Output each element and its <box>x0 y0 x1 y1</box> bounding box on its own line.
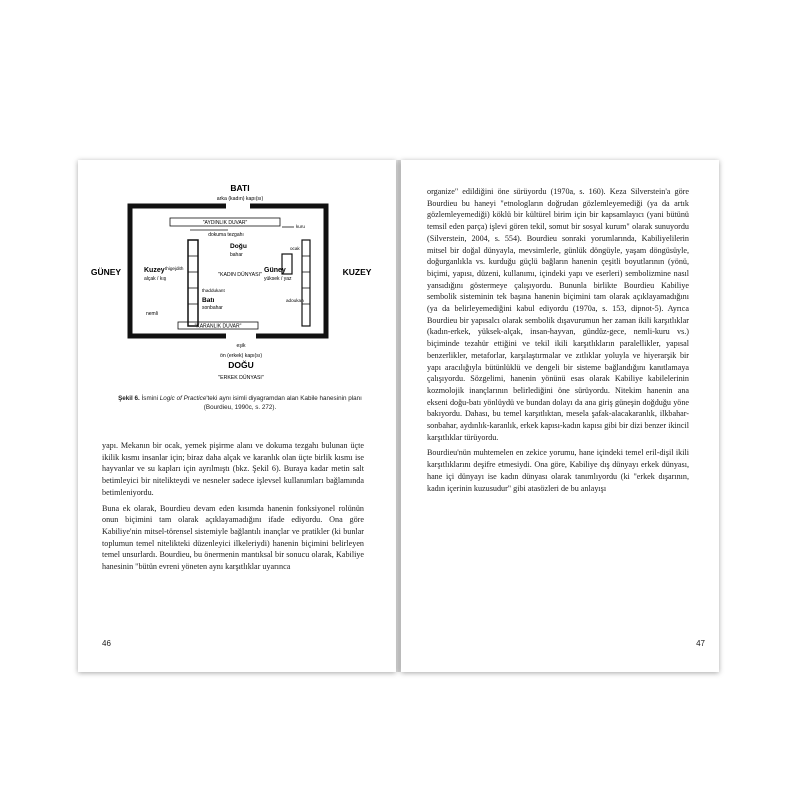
right-paragraph-1: organize" edildiğini öne sürüyordu (1970a, s. 160). Keza Silverstein'a göre Bourdieu bu haneyi "etnologların doğrudan gözlemleyemediği (ya da artık gözlemleyemediği) köklü bir kültürel birim için bir kapsamlayıcı (yani bütünü temsil eden parça) işlevi gören tekil, somut bir sosyal kurum" olarak sunuyordu (Silverstein, 2004, s. 554). Bourdieu sonraki yorumlarında, Kabiliyelilerin mitsel bir doğal dünyayla, mevsimlerle, günlük döngüyle, yaşam döngüsüyle, doğurganlıkla vs. kurduğu güçlü bağların hanenin çeşitli boyutlarının (yönü, biçimi, yapısı, düzeni, kullanımı, içindeki yapı ve eserleri) sembolizmine nasıl yansıdığını göstermeye çalışıyordu. Bununla birlikte Bourdieu Kabiliye sembolik sisteminin tek başına hanenin biçimini tam olarak açıklayamadığını (ya da belirleyemediğini kabul ediyordu (1970a, s. 153, dipnot-5). Ayrıca Bourdieu bir yapısalcı olarak sembolik dışavurumun her zaman ikili karşıtlıklar (kadın-erkek, yüksek-alçak, insan-hayvan, gündüz-gece, nemli-kuru vs.) biçiminde tezahür ettiğini ve tekil ikili karşıtlıkların paralellikler, yapısal benzerlikler, metaforlar, karşılaştırmalar ve zıtlıklar yoluyla ve hiyerarşik bir yapı aracılığıyla bütünlüklü ve dengeli bir sisteme bağlandığını kanıtlamaya çalışıyordu. Sözgelimi, hanenin yönünü esas olarak Kabiliye kabilelerinin kozmolojik inançlarının belirlediğini öne sürüyordu. Nitekim hanenin ana ekseni doğu-batı yönlüydü ve bundan dolayı da ana giriş güneşin doğduğu yöne bakıyordu. Dahası, bu temel karşıtlıktan, mesela şafak-alacakaranlık, ilkbahar-sonbahar, aydınlık-karanlık, erkek kapısı-kadın kapısı gibi bir dizi benzer ikincil karşıtlıklar türüyordu. <box>427 187 689 442</box>
threshold-label: eşik <box>236 343 246 349</box>
caption-label: Şekil 6. <box>118 395 140 402</box>
west-season-label: sonbahar <box>202 305 223 311</box>
west-door-label: arka (kadın) kapı(sı) <box>216 196 264 202</box>
north-label: KUZEY <box>342 267 372 277</box>
left-body-text <box>102 440 364 573</box>
right-page-number: 47 <box>696 639 705 648</box>
east-door-label: ön (erkek) kapı(sı) <box>219 353 263 359</box>
right-paragraph-2: Bourdieu'nün muhtemelen en zekice yorumu, hane içindeki temel eril-dişil ikili karşıtlıklarını deşifre etmesiydi. Ona göre, Kabiliye dış dünyayı erkek dünyası, hane içi dünyayı ise kadın dünyası olarak tanımlıyordu (ki "erkek dışarının, kadın içerinin kuzusudur" gibi atasözleri de bu anlayışı <box>427 448 689 493</box>
dark-wall-label: "KARANLIK DUVAR" <box>194 323 242 330</box>
south-room-sub: yüksek / yaz <box>264 276 292 282</box>
thigejdith-label: thigejdith <box>165 266 184 271</box>
nemli-label: nemli <box>146 311 158 317</box>
figure-caption <box>118 394 362 413</box>
women-world-label: "KADIN DÜNYASI" <box>218 272 262 278</box>
kuru-label: kuru <box>296 224 305 229</box>
north-room-sub: alçak / kış <box>144 276 167 282</box>
east-season-label: bahar <box>230 252 243 258</box>
south-room-label: Güney <box>264 267 286 274</box>
left-paragraph-1: yapı. Mekanın bir ocak, yemek pişirme alanı ve dokuma tezgahı bulunan üçte ikilik kısmı insanlar için; biraz daha alçak ve karanlık olan üçte birlik kısmı ise hayvanlar ve su kapları için ayrılmıştı (bkz. Şekil 6). Buraya kadar metin salt betimleyici bir nitelikteydi ve nesneler sadece işlevsel kullanımları bağlamında betimleniyordu. <box>102 441 364 497</box>
house-plan-diagram <box>78 160 396 392</box>
left-paragraph-2: Buna ek olarak, Bourdieu devam eden kısımda hanenin fonksiyonel rolünün onun biçimini tam olarak açıklayamadığını ifade ediyordu. Ona göre Kabiliye'nin mitsel-törensel sistemiyle bağlantılı inançlar ve pratikler (ki bunlar toplumun temel nitelikteki düzenleyici ilkeleriydi) hanenin biçimini belirleyen temel unsurlardı. Bourdieu, bu önermenin mantıksal bir sonucu olarak, Kabiliye hanesinin "bütün evreni yöneten aynı karşıtlıklar uyarınca <box>102 503 364 572</box>
west-label: BATI <box>230 183 250 193</box>
west-sub-label: Batı <box>202 297 215 304</box>
men-world-label: "ERKEK DÜNYASI" <box>218 375 264 381</box>
caption-title: Logic of Practice <box>159 395 207 402</box>
caption-text-2: 'teki aynı isimli diyagramdan alan Kabile hanesinin planı (Bourdieu, 1990c, s. 272). <box>203 395 362 412</box>
stable-partition <box>188 240 198 326</box>
left-page <box>78 160 396 672</box>
hearth-label: ocak <box>290 246 300 251</box>
east-sub-label: Doğu <box>230 243 247 250</box>
right-body-text <box>427 186 689 494</box>
right-page <box>401 160 719 672</box>
left-page-number: 46 <box>102 639 111 648</box>
light-wall-label: "AYDINLIK DUVAR" <box>202 220 248 226</box>
loom-label: dokuma tezgahı <box>208 232 244 238</box>
south-label: GÜNEY <box>90 267 122 277</box>
east-label: DOĞU <box>228 360 254 370</box>
thaddukant-label: thaddukant <box>202 288 225 293</box>
caption-text-1: İsmini <box>139 395 160 402</box>
adoukan-label: adoukan <box>286 298 304 303</box>
north-room-label: Kuzey <box>144 267 165 274</box>
